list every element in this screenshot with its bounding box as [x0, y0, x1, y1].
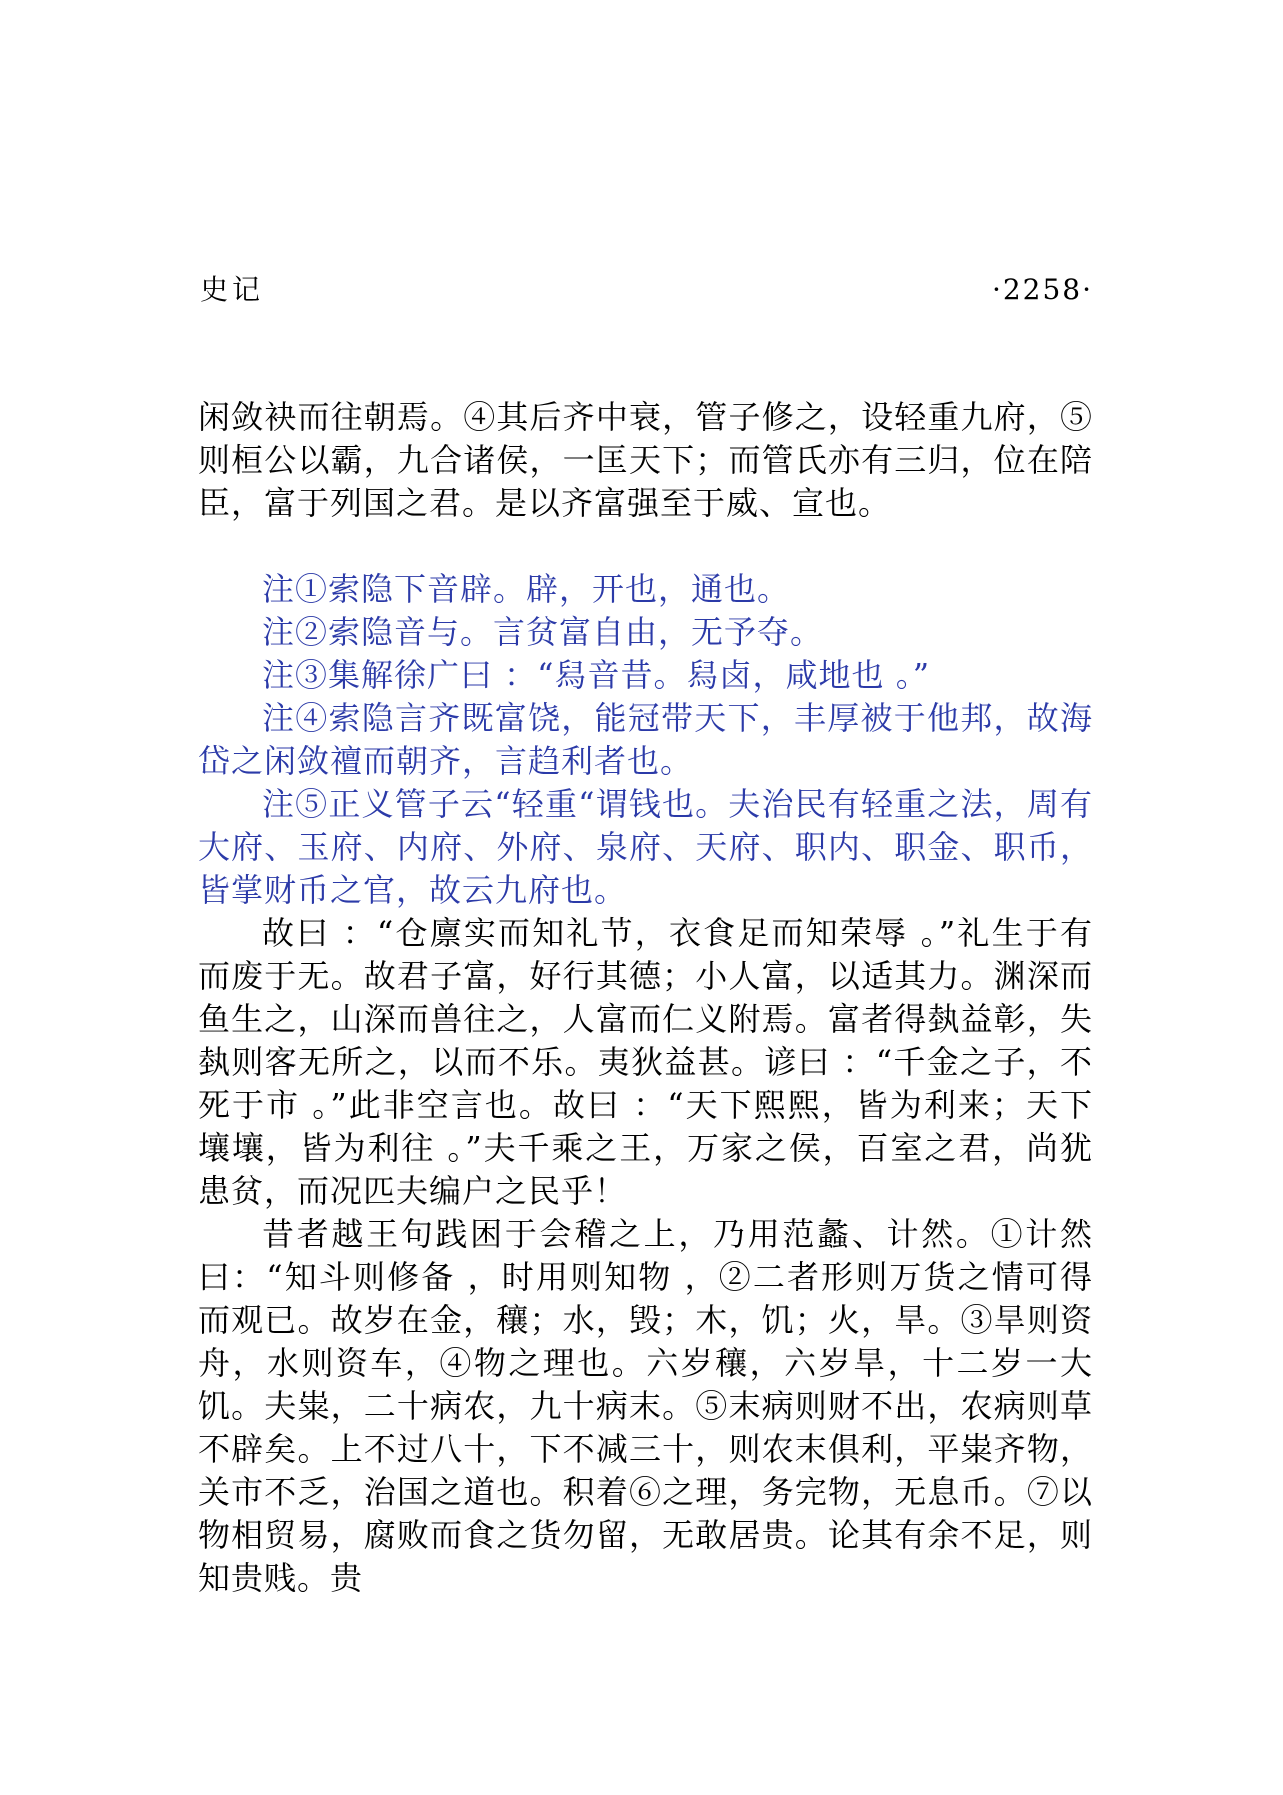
- annotation-note: 注③集解徐广曰 ：“舄音昔。舄卤，咸地也 。”: [262, 656, 931, 694]
- annotation-note: 注②索隐音与。言贫富自由，无予夺。: [262, 613, 824, 651]
- book-title: 史记: [200, 273, 265, 306]
- body-paragraph: 故曰 ：“仓廪实而知礼节，衣食足而知荣辱 。”礼生于有而废于无。故君子富，好行其德；小人富，以适其力。渊深而鱼生之，山深而兽往之，人富而仁义附焉。富者得埶益彰，失埶则客无所之，以而不乐。夷狄益甚。谚曰 ：“千金之子，不死于市 。”此非空言也。故曰 ：“天下熙熙，皆为利来；天下壤壤，皆为利往 。”夫千乘之王，万家之侯，百室之君，尚犹患贫，而况匹夫编户之民乎！: [198, 914, 1093, 1210]
- book-page: [198, 268, 1093, 1600]
- section-gap: [198, 525, 1093, 568]
- page-body: [198, 396, 1093, 1600]
- body-paragraph: 昔者越王句践困于会稽之上，乃用范蠡、计然。①计然曰：“知斗则修备 ，时用则知物 ，②二者形则万货之情可得而观已。故岁在金，穰；水，毁；木，饥；火，旱。③旱则资舟，水则资车，④物之理也。六岁穰，六岁旱，十二岁一大饥。夫粜，二十病农，九十病末。⑤末病则财不出，农病则草不辟矣。上不过八十，下不减三十，则农末俱利，平粜齐物，关市不乏，治国之道也。积着⑥之理，务完物，无息币。⑦以物相贸易，腐败而食之货勿留，无敢居贵。论其有余不足，则知贵贱。贵: [198, 1215, 1093, 1597]
- page-header: [198, 268, 1093, 312]
- annotation-note: 注⑤正义管子云“轻重“谓钱也。夫治民有轻重之法，周有大府、玉府、内府、外府、泉府、天府、职内、职金、职币，皆掌财币之官，故云九府也。: [198, 785, 1093, 909]
- annotation-note: 注①索隐下音辟。辟，开也，通也。: [262, 570, 791, 608]
- annotation-note: 注④索隐言齐既富饶，能冠带天下，丰厚被于他邦，故海岱之闲敛䄠而朝齐，言趋利者也。: [198, 699, 1093, 780]
- body-paragraph: 闲敛袂而往朝焉。④其后齐中衰，管子修之，设轻重九府，⑤则桓公以霸，九合诸侯，一匡天下；而管氏亦有三归，位在陪臣，富于列国之君。是以齐富强至于威、宣也。: [198, 398, 1093, 522]
- page-number: ·2258·: [991, 273, 1093, 306]
